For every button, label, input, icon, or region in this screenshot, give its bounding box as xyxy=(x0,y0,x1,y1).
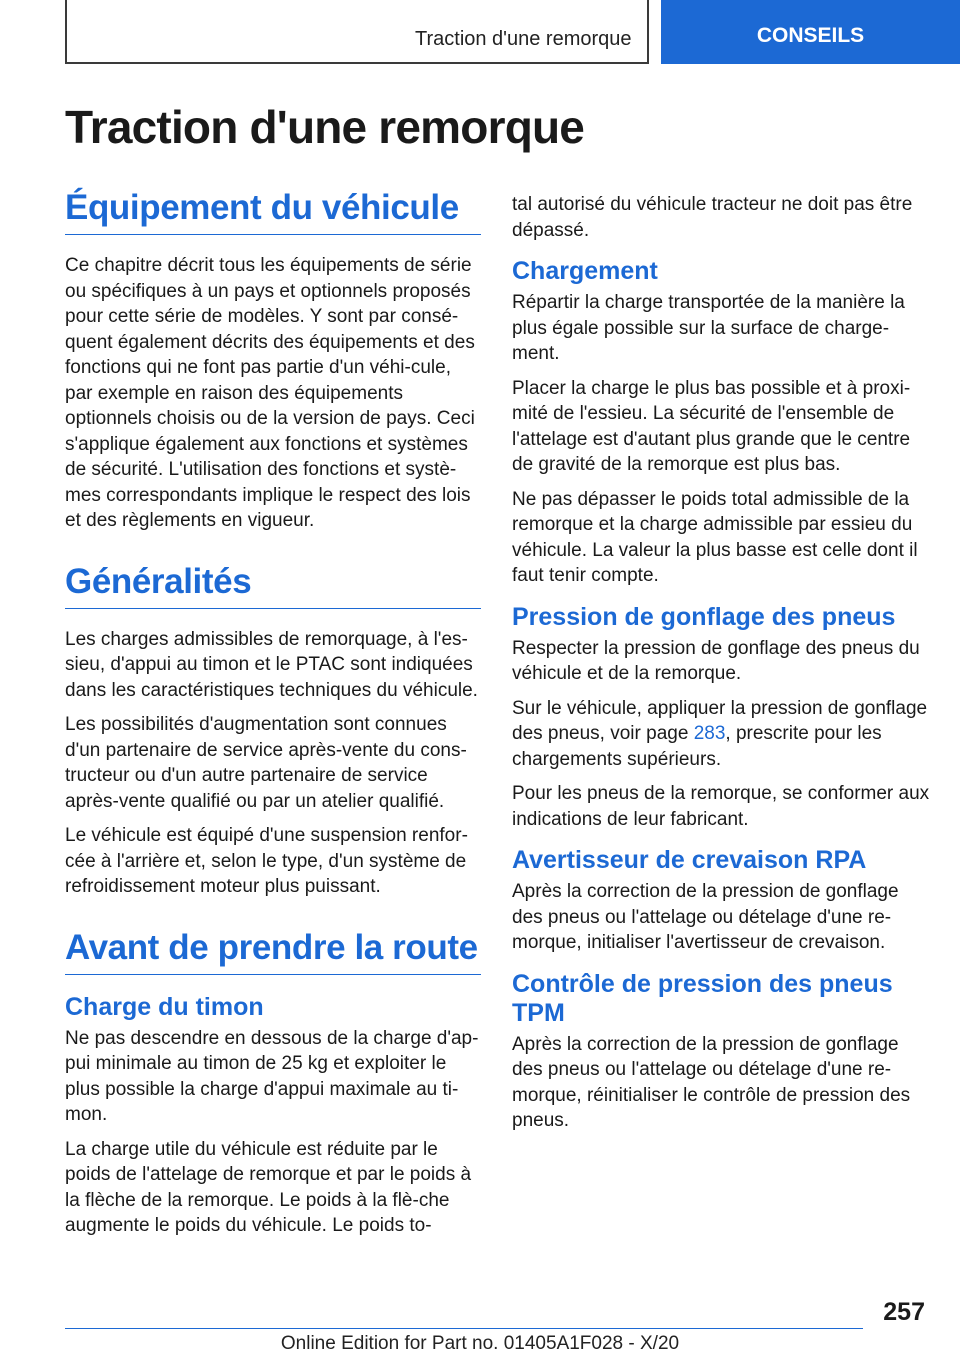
subheading-tire-pressure: Pression de gonflage des pneus xyxy=(512,602,896,631)
right-column xyxy=(512,192,930,1143)
page-link[interactable]: 283 xyxy=(693,723,726,744)
paragraph: Ne pas descendre en dessous de la charge d'ap-pui minimale au timon de 25 kg et exploiter le plus possible la charge d'appui maximale au ti-mon. xyxy=(65,1027,479,1125)
paragraph: Après la correction de la pression de gonflage des pneus ou l'attelage ou dételage d'une re-morque, initialiser l'avertisseur de crevaison. xyxy=(512,881,899,953)
paragraph: Le véhicule est équipé d'une suspension renfor-cée à l'arrière et, selon le type, d'un système de refroidissement moteur plus puissant. xyxy=(65,825,468,897)
page-title: Traction d'une remorque xyxy=(65,101,585,153)
text: Sur le véhicule, appliquer la pression de gonflage des pneus, voir page xyxy=(512,697,928,744)
paragraph: Ne pas dépasser le poids total admissible de la remorque et la charge admissible par essieu du véhicule. La valeur la plus basse est celle dont il faut tenir compte. xyxy=(512,488,918,586)
paragraph: La charge utile du véhicule est réduite par le poids de l'attelage de remorque et par le poids à la flèche de la remorque. Le poids à la flè-che augmente le poids du véhicule. Le poids to- xyxy=(65,1138,472,1236)
paragraph: Ce chapitre décrit tous les équipements de série ou spécifiques à un pays et optionnels proposés pour cette série de modèles. Y sont par consé-quent également décrits des équipements et des fonctions qui ne font pas partie d'un véhi-cule, par exemple en raison des équipements optionnels choisis ou de la version de pays. Ceci s'applique également aux fonctions et systèmes de sécurité. L'utilisation des fonctions et systè-mes correspondants implique le respect des lois et des règlements en vigueur. xyxy=(65,255,475,531)
paragraph: Pour les pneus de la remorque, se conformer aux indications de leur fabricant. xyxy=(512,783,930,830)
paragraph: tal autorisé du véhicule tracteur ne doit pas être dépassé. xyxy=(512,194,913,241)
paragraph: Placer la charge le plus bas possible et à proxi-mité de l'essieu. La sécurité de l'ensemble de l'attelage est d'autant plus grande que le centre de gravité de la remorque est plus bas. xyxy=(512,377,911,475)
paragraph xyxy=(512,696,930,773)
subheading-loading: Chargement xyxy=(512,257,658,285)
paragraph: Les charges admissibles de remorquage, à l'es-sieu, d'appui au timon et le PTAC sont indiquées dans les caractéristiques techniques du véhicule. xyxy=(65,628,478,701)
footer-edition: Online Edition for Part no. 01405A1F028 - X/20 xyxy=(280,1333,680,1354)
subheading-tongue-load: Charge du timon xyxy=(65,992,264,1021)
chapter-tab[interactable]: CONSEILS xyxy=(661,0,960,64)
heading-vehicle-equipment: Équipement du véhicule xyxy=(65,188,481,235)
paragraph: Les possibilités d'augmentation sont connues d'un partenaire de service après-vente du cons-tructeur ou d'un autre partenaire de service après-vente qualifié ou par un atelier qualifié. xyxy=(65,714,467,812)
heading-general: Généralités xyxy=(65,562,481,609)
page-number: 257 xyxy=(883,1298,925,1326)
left-column xyxy=(65,188,481,1248)
subheading-flat-tire-warning: Avertisseur de crevaison RPA xyxy=(512,846,867,874)
paragraph: Après la correction de la pression de gonflage des pneus ou l'attelage ou dételage d'une re-morque, réinitialiser le contrôle de pression des pneus. xyxy=(512,1033,911,1131)
text: , prescrite pour les chargements supérieurs. xyxy=(512,723,882,770)
paragraph: Répartir la charge transportée de la manière la plus égale possible sur la surface de charge-ment. xyxy=(512,292,905,364)
heading-before-driving: Avant de prendre la route xyxy=(65,928,481,975)
paragraph: Respecter la pression de gonflage des pneus du véhicule et de la remorque. xyxy=(512,637,920,684)
header-section-title: Traction d'une remorque xyxy=(415,28,632,50)
subheading-tire-pressure-monitor: Contrôle de pression des pneus TPM xyxy=(512,969,893,1027)
footer-divider xyxy=(65,1328,863,1329)
